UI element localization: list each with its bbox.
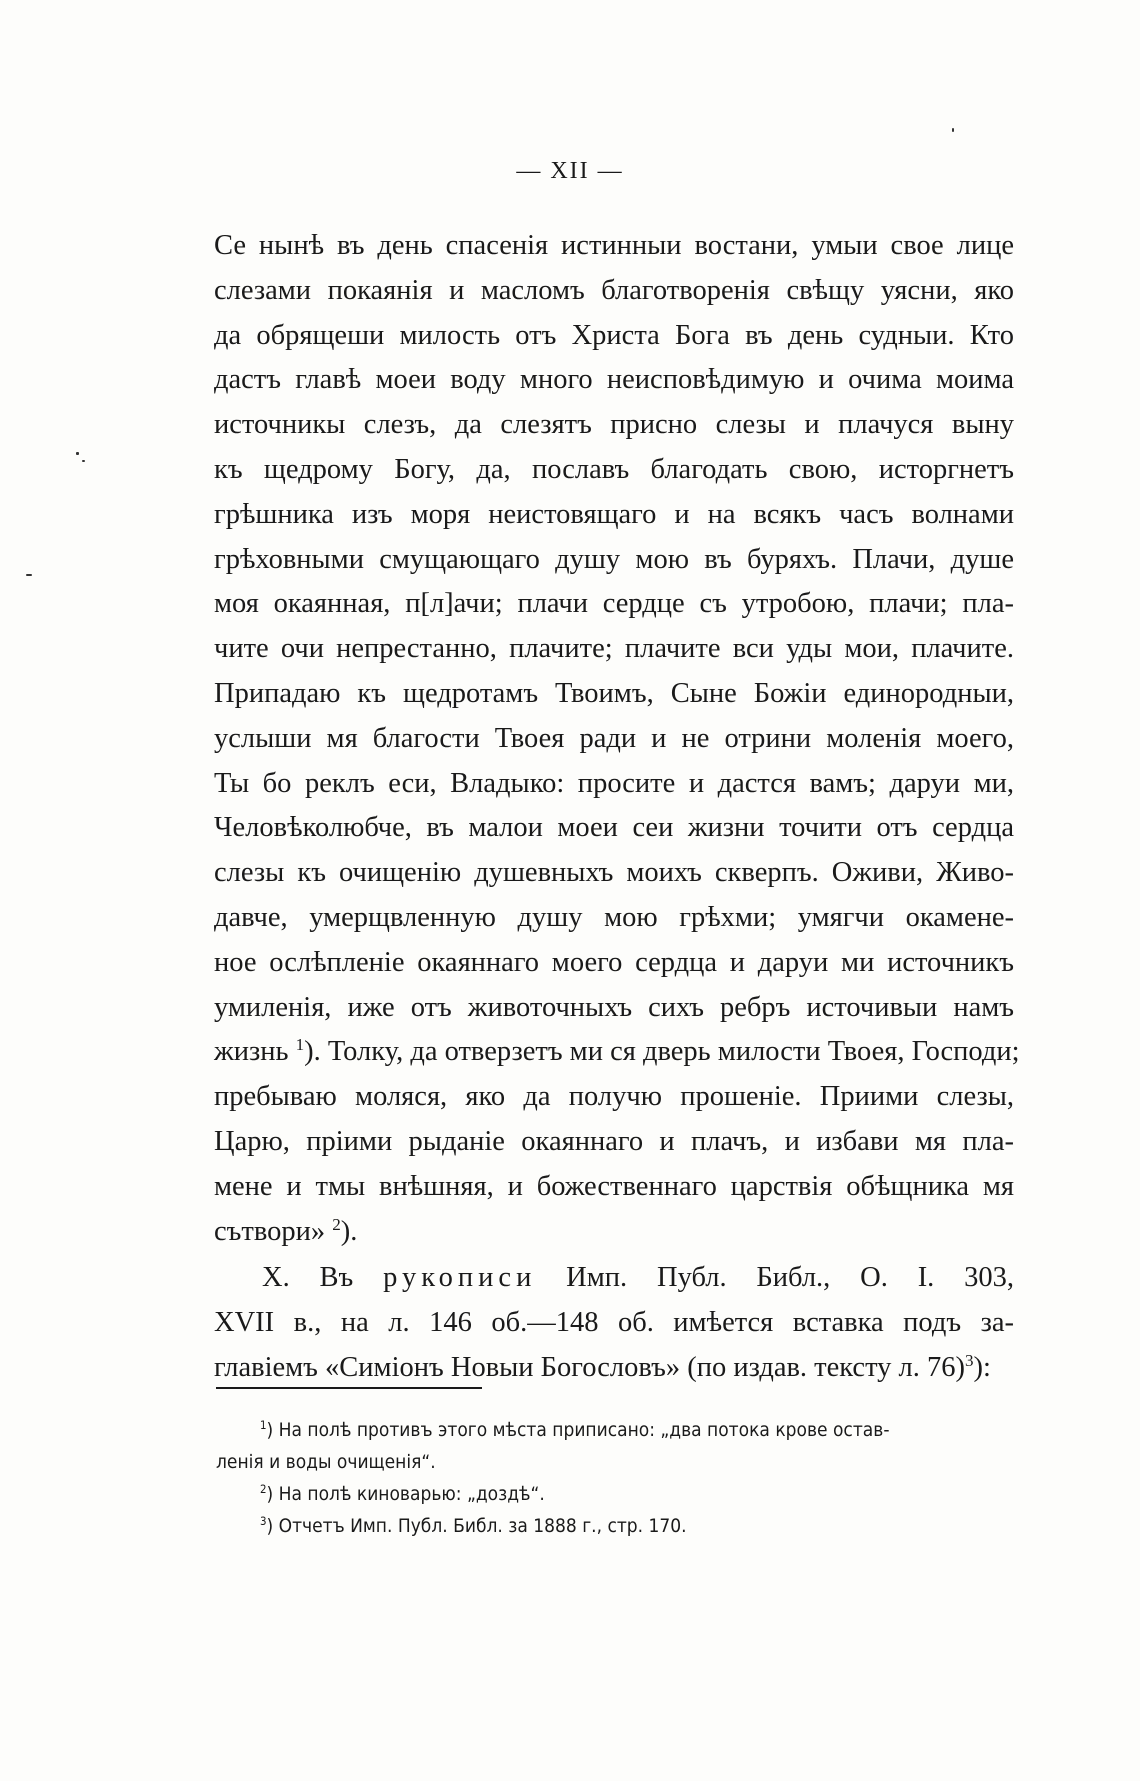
text-line: XVII в., на л. 146 об.—148 об. имѣется вставка подъ за- xyxy=(214,1306,1014,1338)
text-line: ное ослѣпленіе окаяннаго моего сердца и даруи ми источникъ xyxy=(214,946,1014,978)
line-rest: ). Толку, да отверзетъ ми ся дверь милости Твоея, Господи; xyxy=(304,1036,1020,1068)
footnote-text: ) На полѣ противъ этого мѣста приписано: „два потока крове остав- xyxy=(266,1419,890,1441)
spaced-word: рукописи xyxy=(383,1262,537,1293)
text-line: Припадаю къ щедротамъ Твоимъ, Сыне Божіи единородныи, xyxy=(214,677,1014,709)
text-line: умиленія, иже отъ животочныхъ сихъ ребръ источивыи намъ xyxy=(214,991,1014,1023)
text-line-with-footnote-1 xyxy=(214,1030,1020,1075)
text-line: грѣховными смущающаго душу мою въ буряхъ. Плачи, душе xyxy=(214,543,1014,575)
scan-speck xyxy=(82,460,85,462)
footnote-text: ) На полѣ киноварью: „доздѣ“. xyxy=(266,1483,545,1505)
main-paragraph xyxy=(214,224,1020,1254)
text-line: Человѣколюбче, въ малои моеи сеи жизни точити отъ сердца xyxy=(214,812,1014,844)
text-line: источникы слезъ, да слезятъ присно слезы и плачуся выну xyxy=(214,409,1014,441)
text-line: Ты бо реклъ еси, Владыко: просите и дастся вамъ; даруи ми, xyxy=(214,767,1014,799)
footnote-ref-1: 1 xyxy=(295,1035,305,1055)
text-line: чите очи непрестанно, плачите; плачите вси уды мои, плачите. xyxy=(214,633,1014,665)
text-line: дастъ главѣ моеи воду много неисповѣдимую и очима моима xyxy=(214,364,1014,396)
footnote-1-continuation: ленія и воды очищенія“. xyxy=(216,1451,436,1473)
text-line: пребываю моляся, яко да получю прошеніе. Приими слезы, xyxy=(214,1081,1014,1113)
footnote-text: ) Отчетъ Имп. Публ. Библ. за 1888 г., стр. 170. xyxy=(266,1515,687,1537)
text-line xyxy=(214,1256,1014,1301)
text-line: къ щедрому Богу, да, пославъ благодать свою, исторгнетъ xyxy=(214,453,1014,485)
text-line: слезами покаянія и масломъ благотворенія свѣщу уясни, яко xyxy=(214,274,1014,306)
text-line: моя окаянная, п[л]ачи; плачи сердце съ утробою, плачи; пла- xyxy=(214,588,1014,620)
footnote-mark: 3 xyxy=(260,1514,267,1529)
section-lead: X. Въ xyxy=(262,1262,354,1293)
text-line: грѣшника изъ моря неистовящаго и на всякъ часъ волнами xyxy=(214,498,1014,530)
scan-speck xyxy=(76,452,79,455)
text-line: услыши мя благости Твоея ради и не отрини моленія моего, xyxy=(214,722,1014,754)
footnote-ref-3: 3 xyxy=(965,1350,974,1370)
line-start: сътвори» xyxy=(214,1215,326,1247)
text-line: Се нынѣ въ день спасенія истинныи востани, умыи свое лице xyxy=(214,230,1014,261)
footnote-mark: 1 xyxy=(260,1418,267,1433)
scan-speck xyxy=(26,574,32,576)
footnote-separator xyxy=(216,1387,482,1389)
line-end: ): xyxy=(973,1351,991,1383)
text-line: Царю, пріими рыданіе окаяннаго и плачъ, и избави мя пла- xyxy=(214,1125,1014,1157)
footnote-1 xyxy=(216,1414,1014,1446)
line-rest: Имп. Публ. Библ., О. I. 303, xyxy=(566,1262,1015,1293)
line-rest: ). xyxy=(340,1215,358,1247)
text-line-with-footnote-2 xyxy=(214,1210,1014,1255)
line-start: жизнь xyxy=(214,1036,289,1068)
footnote-mark: 2 xyxy=(260,1482,267,1497)
text-line: мене и тмы внѣшняя, и божественнаго царствія обѣщника мя xyxy=(214,1170,1014,1202)
text-line: да обрящеши милость отъ Христа Бога въ день судныи. Кто xyxy=(214,319,1014,351)
footnote-3 xyxy=(216,1510,1014,1542)
footnote-2 xyxy=(216,1478,1014,1510)
section-x-paragraph xyxy=(214,1256,1014,1390)
text-line: давче, умерщвленную душу мою грѣхми; умягчи окамене- xyxy=(214,901,1014,933)
scan-speck xyxy=(952,128,954,132)
text-line-with-footnote-3 xyxy=(214,1346,1014,1391)
page-number: — XII — xyxy=(516,158,624,184)
line-start: главіемъ «Симіонъ Новыи Богословъ» (по издав. тексту л. 76) xyxy=(214,1351,965,1383)
footnotes xyxy=(216,1414,1014,1542)
footnote-ref-2: 2 xyxy=(332,1214,341,1234)
text-line: слезы къ очищенію душевныхъ моихъ скверпъ. Оживи, Живо- xyxy=(214,857,1014,889)
